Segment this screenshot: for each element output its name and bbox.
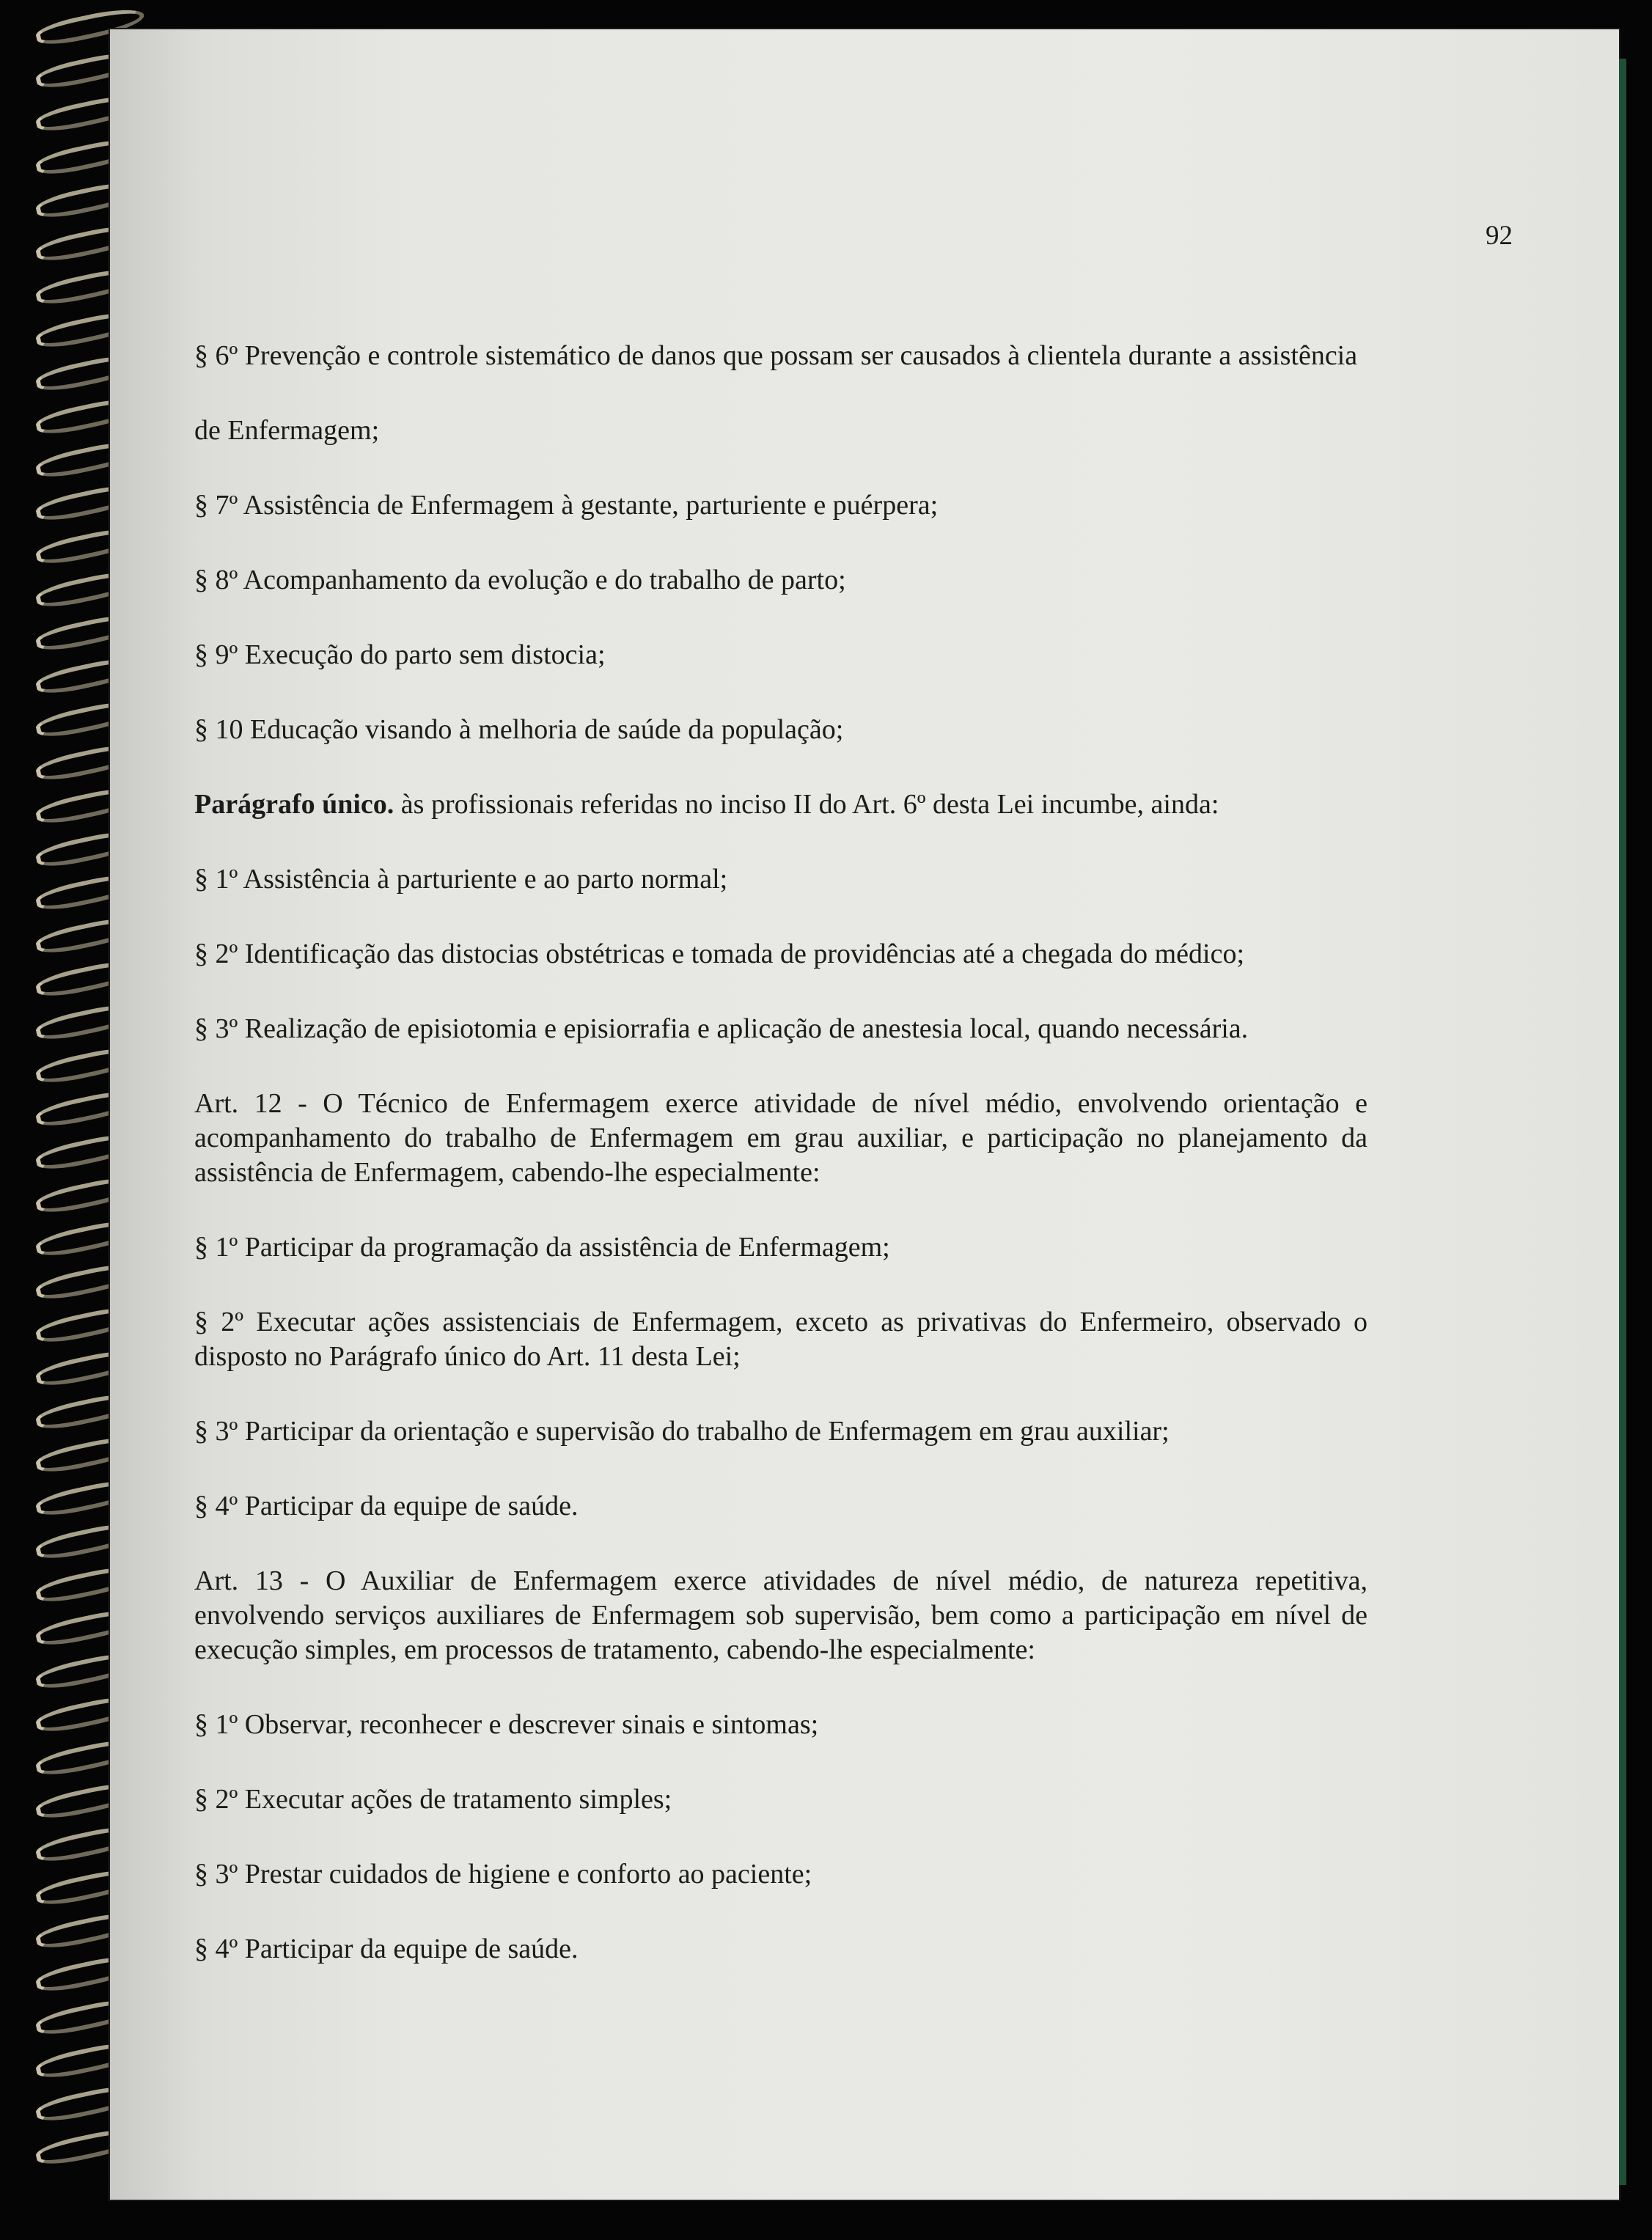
paragraph: § 3º Prestar cuidados de higiene e conforto ao paciente;: [194, 1859, 812, 1890]
paragraph: Art. 12 - O Técnico de Enfermagem exerce atividade de nível médio, envolvendo orientação e acompanhamento do trabalho de Enfermagem em grau auxiliar, e participação no planejamento da assistência de Enfermagem, cabendo-lhe especialmente:: [194, 1088, 1368, 1188]
paragraph: § 1º Assistência à parturiente e ao parto normal;: [194, 864, 728, 895]
paragraph-lead: Parágrafo único.: [194, 789, 394, 820]
paragraph: § 2º Executar ações de tratamento simples;: [194, 1784, 672, 1815]
paragraph: § 1º Observar, reconhecer e descrever sinais e sintomas;: [194, 1709, 819, 1740]
paragraph: § 2º Executar ações assistenciais de Enfermagem, exceto as privativas do Enfermeiro, observado o disposto no Parágrafo único do Art. 11 desta Lei;: [194, 1307, 1368, 1372]
page-number: 92: [1486, 221, 1513, 251]
paragraph: de Enfermagem;: [194, 415, 380, 446]
paragraph: § 7º Assistência de Enfermagem à gestante, parturiente e puérpera;: [194, 490, 939, 521]
cover-edge: [1619, 59, 1626, 2185]
paragraph: § 8º Acompanhamento da evolução e do trabalho de parto;: [194, 565, 846, 595]
paragraph: § 4º Participar da equipe de saúde.: [194, 1934, 579, 1964]
paragraph: § 1º Participar da programação da assistência de Enfermagem;: [194, 1232, 890, 1263]
paragraph: § 2º Identificação das distocias obstétricas e tomada de providências até a chegada do médico;: [194, 939, 1244, 969]
paragraph: § 3º Participar da orientação e supervisão do trabalho de Enfermagem em grau auxiliar;: [194, 1416, 1170, 1447]
paragraph: § 3º Realização de episiotomia e episiorrafia e aplicação de anestesia local, quando necessária.: [194, 1013, 1249, 1044]
paragraph: § 9º Execução do parto sem distocia;: [194, 639, 606, 670]
paragraph: § 10 Educação visando à melhoria de saúde da população;: [194, 714, 844, 745]
paragraph: Parágrafo único. às profissionais referidas no inciso II do Art. 6º desta Lei incumbe, ainda:: [194, 789, 1219, 820]
paragraph: § 6º Prevenção e controle sistemático de danos que possam ser causados à clientela durante a assistência: [194, 340, 1358, 371]
page-body: [194, 339, 1368, 2007]
paragraph: § 4º Participar da equipe de saúde.: [194, 1491, 579, 1521]
paragraph: Art. 13 - O Auxiliar de Enfermagem exerce atividades de nível médio, de natureza repetitiva, envolvendo serviços auxiliares de Enfermagem sob supervisão, bem como a participação em nível de execução simples, em processos de tratamento, cabendo-lhe especialmente:: [194, 1565, 1368, 1665]
